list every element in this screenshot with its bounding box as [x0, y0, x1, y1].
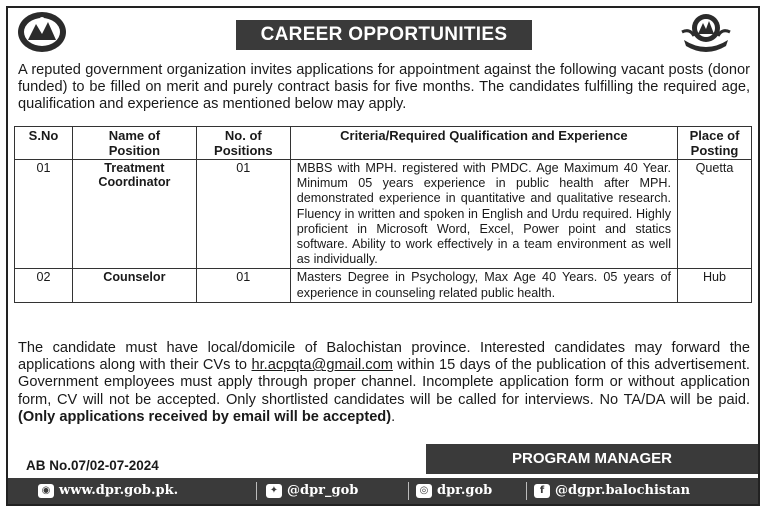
row-position-line1: Treatment — [104, 161, 165, 175]
table-row — [15, 269, 752, 302]
facebook-text: @dgpr.balochistan — [555, 483, 691, 498]
balochistan-emblem-right-icon — [680, 10, 732, 54]
header-position-line1: Name of — [108, 128, 161, 143]
table-header-row — [15, 127, 752, 160]
row-criteria: Masters Degree in Psychology, Max Age 40 Years. 05 years of experience in counseling related public health. — [290, 269, 677, 302]
row-place: Quetta — [678, 160, 752, 269]
facebook-icon: f — [534, 484, 550, 498]
table-row — [15, 160, 752, 269]
page-title: CAREER OPPORTUNITIES — [236, 20, 532, 50]
instagram-text: dpr.gob — [437, 483, 493, 498]
ad-number: AB No.07/02-07-2024 — [26, 458, 159, 473]
row-criteria: MBBS with MPH. registered with PMDC. Age Maximum 40 Year. Minimum 05 years experience in public health after MPH. demonstrated experience in quantitative and qualitative research. Fluency in written and spoken in English and Urdu required. Highly proficient in Microsoft Word, Excel, Power point and statics software. Ability to work effectively in a team environment as well as individually. — [290, 160, 677, 269]
header-position-line2: Position — [108, 143, 161, 158]
instagram-icon: ◎ — [416, 484, 432, 498]
signatory-title: PROGRAM MANAGER — [426, 444, 758, 474]
closing-emphasis: (Only applications received by email will be accepted) — [18, 408, 392, 425]
row-position-line2: Coordinator — [98, 175, 171, 189]
footer-twitter[interactable] — [266, 478, 358, 504]
row-count: 01 — [196, 160, 290, 269]
footer-divider — [256, 482, 257, 500]
balochistan-emblem-left-icon — [16, 10, 68, 54]
header-place — [678, 127, 752, 160]
globe-icon: ◉ — [38, 484, 54, 498]
website-text: www.dpr.gob.pk. — [59, 483, 179, 498]
header-place-line1: Place of — [689, 128, 740, 143]
footer-divider — [526, 482, 527, 500]
header-criteria: Criteria/Required Qualification and Experience — [290, 127, 677, 160]
footer-instagram[interactable] — [416, 478, 492, 504]
row-position: Counselor — [72, 269, 196, 302]
closing-text-2: within 15 days of the publication of this advertisement. Government employees must apply through proper channel. Incomplete application form or without application form, CV will not be accepted. Only shortlisted candidates will be called for interviews. No TA/DA will be paid. — [18, 357, 750, 408]
row-sno: 02 — [15, 269, 73, 302]
twitter-text: @dpr_gob — [287, 483, 359, 498]
closing-paragraph — [18, 340, 750, 426]
row-sno: 01 — [15, 160, 73, 269]
header-count-line2: Positions — [214, 143, 273, 158]
header-place-line2: Posting — [690, 143, 739, 158]
closing-text-3: . — [391, 408, 396, 425]
footer-bar — [8, 478, 758, 504]
header-position — [72, 127, 196, 160]
footer-website[interactable] — [38, 478, 178, 504]
header-sno: S.No — [15, 127, 73, 160]
footer-divider — [408, 482, 409, 500]
row-count: 01 — [196, 269, 290, 302]
header-count-line1: No. of — [224, 128, 262, 143]
closing-text-1: The candidate must have local/domicile of Balochistan province. Interested candidates may forward the applications along with their CVs to — [18, 340, 750, 374]
intro-paragraph: A reputed government organization invites applications for appointment against the following vacant posts (donor funded) to be filled on merit and purely contract basis for five months. The candidates fulfilling the required age, qualification and experience as mentioned below may apply. — [18, 62, 750, 112]
footer-facebook[interactable] — [534, 478, 690, 504]
positions-table — [14, 126, 752, 303]
row-position — [72, 160, 196, 269]
row-place: Hub — [678, 269, 752, 302]
twitter-icon: ✦ — [266, 484, 282, 498]
email-link[interactable]: hr.acpqta@gmail.com — [251, 357, 393, 374]
header-count — [196, 127, 290, 160]
